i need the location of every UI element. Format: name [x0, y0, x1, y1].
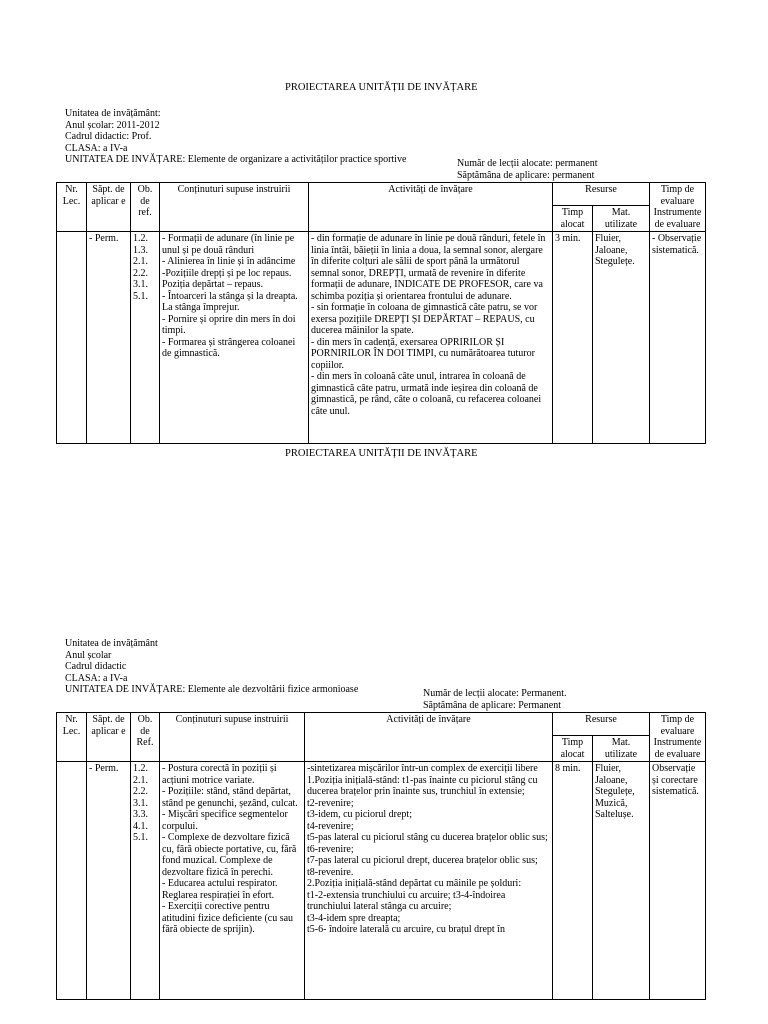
cell-ob	[131, 762, 160, 1000]
ob-item: 1.3.	[133, 244, 148, 256]
clasa-label: CLASA: a IV-a	[65, 672, 128, 684]
unitate-invatare-label: UNITATEA DE INVĂȚARE: Elemente ale dezvoltării fizice armonioase	[65, 684, 359, 695]
activitate-item: t6-revenire;	[307, 843, 354, 855]
cell-continuturi	[160, 232, 309, 444]
continut-item: -Pozițiile drepți și pe loc repaus. Poziția depărtat – repaus.	[162, 267, 292, 290]
unitate-label: Unitatea de invățământ:	[65, 108, 161, 119]
header-meta-1	[65, 108, 406, 166]
ob-item: 3.3.	[133, 809, 148, 820]
header-nr: Nr. Lec.	[57, 183, 87, 232]
ob-item: 2.1.	[133, 774, 148, 786]
continut-item: - Educarea actului respirator. Reglarea respirației în efort.	[162, 878, 278, 901]
ob-item: 2.2.	[133, 786, 148, 797]
header-mat: Mat. utilizate	[593, 206, 650, 232]
ob-item: 5.1.	[133, 290, 148, 302]
header-evaluare: Timp de evaluare Instrumente de evaluare	[650, 713, 706, 762]
unitate-label: Unitatea de invățământ	[65, 638, 158, 649]
continut-item: - Pornire și oprire din mers în doi timpi.	[162, 313, 296, 336]
activitate-item: t8-revenire.	[307, 866, 354, 878]
cell-sapt: - Perm.	[87, 232, 131, 444]
cell-ob	[131, 232, 160, 444]
ob-item: 3.1.	[133, 797, 148, 809]
ob-item: 1.2.	[133, 763, 148, 774]
an-scolar-label: Anul școlar	[65, 649, 112, 661]
activitate-item: 2.Poziția inițială-stând depărtat cu mâinile pe șolduri:	[307, 878, 522, 889]
header-resurse: Resurse	[553, 713, 650, 736]
activitate-item: t3-4-idem spre dreapta;	[307, 912, 401, 924]
page-title-2: PROIECTAREA UNITĂȚII DE INVĂȚARE	[285, 448, 478, 459]
header-activitati: Activități de învățare	[309, 183, 553, 232]
cadru-didactic-label: Cadrul didactic	[65, 661, 127, 672]
activitate-item: - din mers în cadență, exersarea OPRIRILOR ȘI PORNIRILOR ÎN DOI TIMPI, cu numărătoarea tuturor copiilor.	[311, 336, 535, 371]
header-evaluare: Timp de evaluare Instrumente de evaluare	[650, 183, 706, 232]
activitate-item: t3-idem, cu piciorul drept;	[307, 809, 412, 820]
an-scolar-label: Anul școlar: 2011-2012	[65, 119, 160, 131]
activitate-item: t2-revenire;	[307, 797, 354, 809]
header-timp: Timp alocat	[553, 736, 593, 762]
saptamana-label: Săptămâna de aplicare: Permanent	[423, 700, 561, 711]
nr-lectii-label: Număr de lecții alocate: Permanent.	[423, 688, 567, 699]
continut-item: - Întoarceri la stânga și la dreapta. La stânga împrejur.	[162, 290, 298, 313]
activitate-item: - sin formație în coloana de gimnastică câte patru, se vor exersa pozițiile DREPȚI ȘI DEPĂRTAT – REPAUS, cu ducerea mâinilor la spate.	[311, 302, 538, 336]
ob-item: 5.1.	[133, 832, 148, 843]
ob-item: 1.2.	[133, 233, 148, 244]
cell-timp: 3 min.	[553, 232, 593, 444]
cell-mat: Fluier, Jaloane, Stegulețe.	[593, 232, 650, 444]
header-nr: Nr. Lec.	[57, 713, 87, 762]
activitate-item: 1.Poziția inițială-stând: t1-pas înainte cu piciorul stâng cu ducerea brațelor prin înainte sus, trunchiul în extensie;	[307, 774, 538, 797]
continut-item: - Exerciții corective pentru atitudini fizice deficiente (cu sau fără obiecte de sprijin).	[162, 901, 294, 935]
header-continuturi: Conținuturi supuse instruirii	[160, 183, 309, 232]
activitate-item: t5-6- îndoire laterală cu arcuire, cu brațul drept în	[307, 924, 505, 935]
activitate-item: t4-revenire;	[307, 820, 354, 832]
header-sapt: Săpt. de aplicar e	[87, 183, 131, 232]
nr-lectii-label: Număr de lecții alocate: permanent	[457, 158, 598, 169]
header-sapt: Săpt. de aplicar e	[87, 713, 131, 762]
plan-table-1	[56, 182, 706, 444]
cadru-didactic-label: Cadrul didactic: Prof.	[65, 131, 152, 142]
continut-item: - Alinierea în linie și în adâncime	[162, 256, 296, 267]
header-timp: Timp alocat	[553, 206, 593, 232]
continut-item: - Mișcări specifice segmentelor corpului.	[162, 809, 288, 832]
cell-sapt: - Perm.	[87, 762, 131, 1000]
cell-activitati	[309, 232, 553, 444]
plan-table-2	[56, 712, 706, 1000]
ob-item: 2.1.	[133, 256, 148, 267]
cell-nr	[57, 232, 87, 444]
cell-evaluare: Observație și corectare sistematică.	[650, 762, 706, 1000]
cell-nr	[57, 762, 87, 1000]
clasa-label: CLASA: a IV-a	[65, 142, 128, 154]
saptamana-label: Săptămâna de aplicare: permanent	[457, 170, 595, 181]
cell-timp: 8 min.	[553, 762, 593, 1000]
cell-activitati	[305, 762, 553, 1000]
continut-item: - Postura corectă în poziții și acțiuni motrice variate.	[162, 763, 277, 786]
activitate-item: - din formație de adunare în linie pe două rânduri, fetele în linia întâi, băieții în linia a doua, la semnal sonor, alergare în diferite colțuri ale sălii de sport până la următorul semnal sonor, DREPȚI, urmată de revenire în diferite formații de adunare, INDICATE DE PROFESOR, care va schimba poziția și orientarea frontului de adunare.	[311, 233, 546, 302]
activitate-item: t1-2-extensia trunchiului cu arcuire; t3-4-îndoirea trunchiului lateral stânga cu arcuire;	[307, 889, 506, 912]
continut-item: - Formarea și strângerea coloanei de gimnastică.	[162, 336, 296, 359]
ob-item: 2.2.	[133, 267, 148, 279]
cell-mat: Fluier, Jaloane, Stegulețe, Muzică, Saltelușe.	[593, 762, 650, 1000]
continut-item: - Formații de adunare (în linie pe unul și pe două rânduri	[162, 233, 295, 256]
ob-item: 4.1.	[133, 820, 148, 832]
header-ob: Ob. de ref.	[131, 183, 160, 232]
cell-continuturi	[160, 762, 305, 1000]
activitate-item: t5-pas lateral cu piciorul stâng cu ducerea brațelor oblic sus;	[307, 832, 548, 843]
header-mat: Mat. utilizate	[593, 736, 650, 762]
header-meta-2	[65, 638, 358, 696]
activitate-item: t7-pas lateral cu piciorul drept, ducerea brațelor oblic sus;	[307, 855, 538, 866]
unitate-invatare-label: UNITATEA DE INVĂȚARE: Elemente de organizare a activităților practice sportive	[65, 154, 407, 165]
header-resurse: Resurse	[553, 183, 650, 206]
page-title-1: PROIECTAREA UNITĂȚII DE INVĂȚARE	[285, 82, 478, 93]
activitate-item: - din mers în coloană câte unul, intrarea în coloană de gimnastică câte patru, urmată inde ieșirea din coloană de gimnastică, pe rând, câte o coloană, cu refacerea coloanei câte unul.	[311, 371, 542, 417]
activitate-item: -sintetizarea mișcărilor într-un complex de exerciții libere	[307, 763, 538, 774]
continut-item: - Complexe de dezvoltare fizică cu, fără obiecte portative, cu, fără fond muzical. Complexe de dezvoltare fizică în perechi.	[162, 832, 297, 878]
continut-item: - Pozițiile: stând, stând depărtat, stând pe genunchi, șezând, culcat.	[162, 786, 298, 809]
header-ob: Ob. de Ref.	[131, 713, 160, 762]
ob-item: 3.1.	[133, 279, 148, 290]
cell-evaluare: - Observație sistematică.	[650, 232, 706, 444]
header-continuturi: Conținuturi supuse instruirii	[160, 713, 305, 762]
header-activitati: Activități de învățare	[305, 713, 553, 762]
